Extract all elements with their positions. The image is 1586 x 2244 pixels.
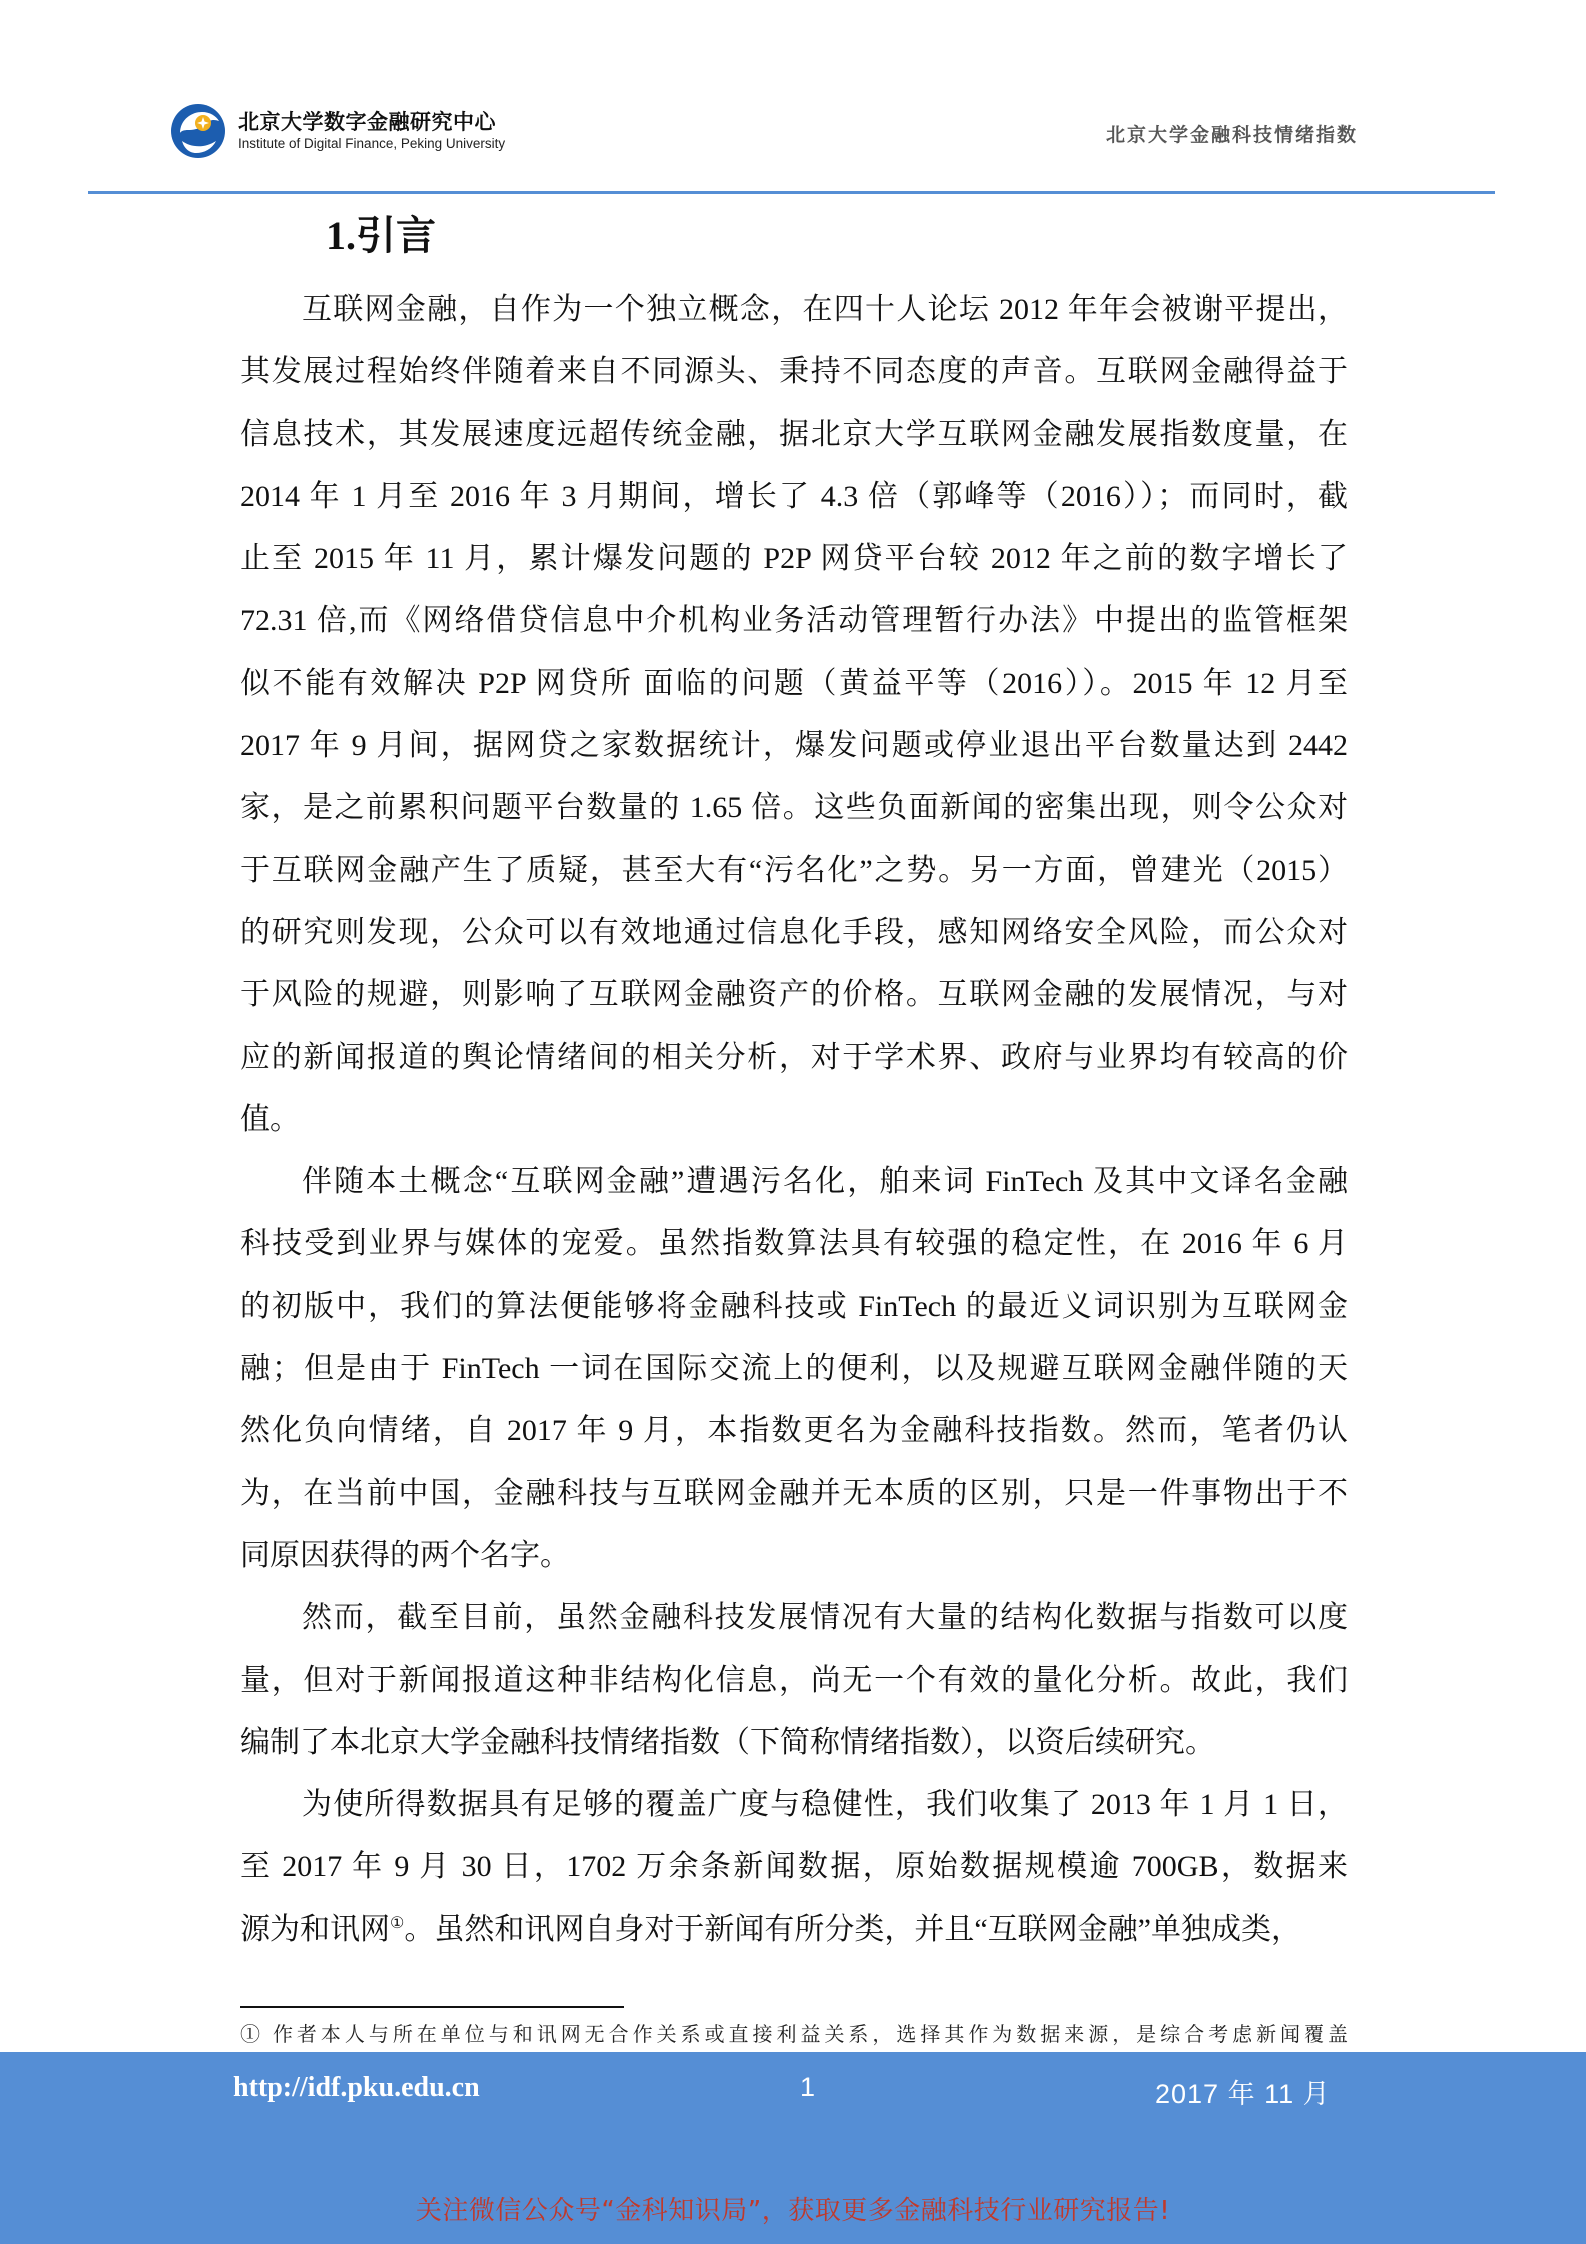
institute-logo (170, 103, 505, 159)
text-line: 科技受到业界与媒体的宠爱。虽然指数算法具有较强的稳定性，在 2016 年 6 月 (240, 1227, 1348, 1261)
text-line: 于风险的规避，则影响了互联网金融资产的价格。互联网金融的发展情况，与对 (240, 978, 1348, 1012)
text-line: 为，在当前中国，金融科技与互联网金融并无本质的区别，只是一件事物出于不 (240, 1476, 1348, 1510)
text-line: 然化负向情绪，自 2017 年 9 月，本指数更名为金融科技指数。然而，笔者仍认 (240, 1414, 1348, 1448)
paragraph (240, 279, 1348, 1151)
text-line: 量，但对于新闻报道这种非结构化信息，尚无一个有效的量化分析。故此，我们 (240, 1663, 1348, 1697)
text-line: 信息技术，其发展速度远超传统金融，据北京大学互联网金融发展指数度量，在 (240, 417, 1348, 451)
logo-english-name: Institute of Digital Finance, Peking University (238, 136, 506, 151)
page-footer (0, 2052, 1586, 2244)
page-number: 1 (800, 2072, 816, 2102)
footnote-text: ① 作者本人与所在单位与和讯网无合作关系或直接利益关系，选择其作为数据来源，是综合考虑新闻覆盖 (240, 2024, 1348, 2046)
text-line: 其发展过程始终伴随着来自不同源头、秉持不同态度的声音。互联网金融得益于 (240, 355, 1348, 389)
document-body (240, 279, 1348, 1961)
text-line: 72.31 倍,而《网络借贷信息中介机构业务活动管理暂行办法》中提出的监管框架 (240, 604, 1348, 638)
text-line: 编制了本北京大学金融科技情绪指数（下简称情绪指数），以资后续研究。 (240, 1725, 1215, 1759)
document-running-title: 北京大学金融科技情绪指数 (1105, 124, 1358, 146)
text-line: 同原因获得的两个名字。 (240, 1538, 570, 1572)
footnote-divider (240, 2006, 624, 2008)
text-line: 互联网金融，自作为一个独立概念，在四十人论坛 2012 年年会被谢平提出， (302, 293, 1348, 326)
text-line: 2014 年 1 月至 2016 年 3 月期间，增长了 4.3 倍（郭峰等（2016））；而同时，截 (240, 479, 1348, 513)
publication-date: 2017 年 11 月 (1155, 2079, 1331, 2109)
page-header (0, 0, 1586, 200)
text-line: 值。 (240, 1102, 300, 1136)
text-line: 应的新闻报道的舆论情绪间的相关分析，对于学术界、政府与业界均有较高的价 (240, 1040, 1348, 1074)
text-line (240, 1899, 1348, 1961)
footer-website-link[interactable]: http://idf.pku.edu.cn (233, 2072, 480, 2103)
text-line-start: 源为和讯网①。虽然和讯网自身对于新闻有所分类，并且“互联网金融”单独成类， (240, 1912, 1301, 1946)
text-line: 的研究则发现，公众可以有效地通过信息化手段，感知网络安全风险，而公众对 (240, 915, 1348, 949)
text-line: 的初版中，我们的算法便能够将金融科技或 FinTech 的最近义词识别为互联网金 (240, 1289, 1348, 1323)
text-line: 于互联网金融产生了质疑，甚至大有“污名化”之势。另一方面，曾建光（2015） (240, 853, 1348, 887)
section-heading: 1.引言 (326, 213, 436, 258)
text-line: 2017 年 9 月间，据网贷之家数据统计，爆发问题或停业退出平台数量达到 2442 (240, 729, 1348, 763)
text-line: 伴随本土概念“互联网金融”遭遇污名化，舶来词 FinTech 及其中文译名金融 (302, 1165, 1348, 1199)
text-line: 似不能有效解决 P2P 网贷所 面临的问题（黄益平等（2016））。2015 年 12 月至 (240, 666, 1348, 700)
text-line: 融；但是由于 FinTech 一词在国际交流上的便利，以及规避互联网金融伴随的天 (240, 1352, 1348, 1386)
logo-chinese-name: 北京大学数字金融研究中心 (238, 110, 496, 134)
wechat-promo-banner: 关注微信公众号“金科知识局”，获取更多金融科技行业研究报告! (415, 2196, 1171, 2226)
text-line: 至 2017 年 9 月 30 日，1702 万余条新闻数据，原始数据规模逾 700GB，数据来 (240, 1850, 1348, 1884)
header-divider (88, 191, 1495, 194)
footnote-marker[interactable]: ① (390, 1914, 405, 1932)
text-line: 然而，截至目前，虽然金融科技发展情况有大量的结构化数据与指数可以度 (302, 1601, 1348, 1635)
text-line: 家，是之前累积问题平台数量的 1.65 倍。这些负面新闻的密集出现，则令公众对 (240, 791, 1348, 825)
text-line: 止至 2015 年 11 月，累计爆发问题的 P2P 网贷平台较 2012 年之前的数字增长了 (240, 542, 1348, 576)
paragraph (240, 1774, 1348, 1961)
idf-logo-icon (170, 103, 226, 159)
paragraph (240, 1151, 1348, 1587)
paragraph (240, 1587, 1348, 1774)
text-line: 为使所得数据具有足够的覆盖广度与稳健性，我们收集了 2013 年 1 月 1 日， (302, 1788, 1348, 1822)
